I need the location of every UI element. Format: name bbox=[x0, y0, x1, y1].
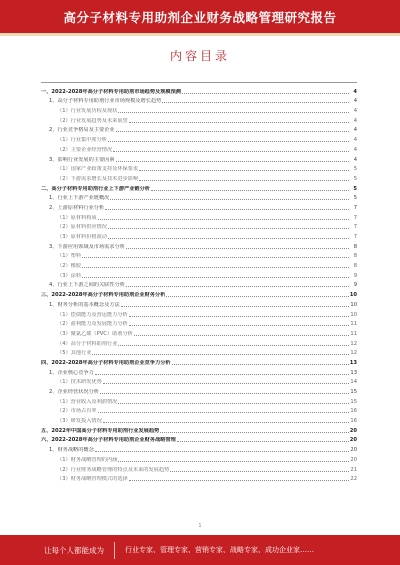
toc-entry-label: 2、行业竞争格局及主要企业 bbox=[49, 127, 115, 134]
toc-leader-dots bbox=[151, 190, 349, 191]
toc-entry-label: （1）财务战略管理的内涵 bbox=[57, 456, 118, 463]
toc-leader-dots bbox=[103, 422, 349, 423]
toc-leader-dots bbox=[118, 403, 349, 404]
toc-heading: 内容目录 bbox=[169, 49, 230, 63]
toc-entry-page: 11 bbox=[350, 330, 357, 337]
toc-entry[interactable] bbox=[41, 96, 357, 106]
toc-leader-dots bbox=[170, 471, 349, 472]
toc-entry-label: 二、高分子材料专用助剂行业上下游产业链分析 bbox=[41, 185, 150, 192]
toc-leader-dots bbox=[113, 151, 349, 152]
toc-leader-dots bbox=[121, 306, 349, 307]
footer-divider bbox=[114, 542, 115, 559]
toc-entry-page: 21 bbox=[350, 466, 357, 473]
toc-entry-page: 5 bbox=[353, 175, 357, 182]
toc-entry-label: 2、企业经营状况分析 bbox=[49, 389, 99, 395]
header-accent-strip bbox=[0, 33, 400, 36]
report-header bbox=[0, 0, 400, 33]
toc-entry-page: 20 bbox=[349, 427, 357, 434]
toc-entry-label: （1）技术研发优势 bbox=[57, 379, 102, 386]
toc-entry-label: 1、高分子材料专用助剂行业市场规模及增长趋势 bbox=[49, 98, 162, 105]
toc-entry[interactable] bbox=[41, 251, 357, 261]
toc-leader-dots bbox=[108, 228, 349, 229]
toc-entry-page: 22 bbox=[350, 476, 357, 483]
toc-entry-label: （2）行业发展趋势及未来展望 bbox=[57, 117, 128, 124]
toc-entry-page: 10 bbox=[350, 311, 357, 318]
toc-entry[interactable] bbox=[41, 289, 357, 299]
toc-entry-label: （2）盈利能力及发展能力分析 bbox=[57, 321, 128, 328]
toc-leader-dots bbox=[92, 354, 349, 355]
toc-entry-label: （4）高分子材料助剂行业 bbox=[57, 340, 118, 347]
toc-entry[interactable] bbox=[41, 173, 357, 183]
toc-entry-label: 3、影响行业发展的主要因素 bbox=[49, 156, 115, 163]
toc-entry-label: 4、行业上下游之间的关联性分析 bbox=[49, 282, 125, 289]
toc-entry-page: 4 bbox=[353, 98, 357, 105]
toc-entry-page: 4 bbox=[353, 156, 357, 163]
toc-entry[interactable] bbox=[41, 386, 357, 396]
toc-entry-page: 13 bbox=[350, 369, 357, 376]
toc-entry[interactable] bbox=[41, 105, 357, 115]
toc-entry-label: 3、下游应用领域及市场需求分析 bbox=[49, 243, 125, 250]
toc-entry-page: 16 bbox=[350, 418, 357, 425]
toc-entry-page: 4 bbox=[353, 146, 357, 153]
toc-leader-dots bbox=[182, 93, 349, 94]
toc-entry-label: （5）其他行业 bbox=[57, 350, 92, 357]
toc-leader-dots bbox=[160, 432, 349, 433]
toc-leader-dots bbox=[100, 393, 349, 394]
toc-entry[interactable] bbox=[41, 338, 357, 348]
toc-entry[interactable] bbox=[41, 144, 357, 154]
toc-entry-page: 4 bbox=[353, 88, 357, 95]
toc-leader-dots bbox=[118, 461, 349, 462]
toc-leader-dots bbox=[129, 480, 349, 481]
table-of-contents bbox=[41, 86, 357, 483]
toc-entry-label: 六、2022-2028年高分子材料专用助剂企业财务战略管理 bbox=[41, 437, 176, 444]
toc-leader-dots bbox=[129, 122, 349, 123]
toc-entry[interactable] bbox=[41, 125, 357, 135]
toc-entry-page: 5 bbox=[353, 195, 357, 202]
toc-leader-dots bbox=[129, 325, 349, 326]
toc-entry-page: 9 bbox=[353, 272, 357, 279]
toc-entry-label: （1）行业集中度分析 bbox=[57, 137, 107, 144]
toc-entry-label: （2）橡胶 bbox=[57, 263, 82, 270]
footer-tagline: 行业专家、管理专家、营销专家、战略专家、成功企业家…… bbox=[125, 546, 314, 554]
toc-entry-label: （2）原材料供应情况 bbox=[57, 224, 107, 231]
toc-entry[interactable] bbox=[41, 444, 357, 454]
toc-entry[interactable] bbox=[41, 435, 357, 445]
toc-entry[interactable] bbox=[41, 270, 357, 280]
footer-slogan: 让每个人都能成为 bbox=[44, 545, 104, 555]
toc-entry[interactable] bbox=[41, 328, 357, 338]
toc-leader-dots bbox=[172, 364, 349, 365]
toc-entry-page: 13 bbox=[349, 359, 357, 366]
toc-entry-page: 10 bbox=[349, 292, 357, 299]
toc-entry-page: 7 bbox=[353, 234, 357, 240]
toc-leader-dots bbox=[108, 141, 349, 142]
toc-entry[interactable] bbox=[41, 406, 357, 416]
toc-leader-dots bbox=[166, 296, 348, 297]
toc-leader-dots bbox=[139, 170, 349, 171]
toc-leader-dots bbox=[82, 277, 349, 278]
toc-entry[interactable] bbox=[41, 319, 357, 329]
toc-entry[interactable] bbox=[41, 202, 357, 212]
toc-entry[interactable] bbox=[41, 415, 357, 425]
toc-entry[interactable] bbox=[41, 348, 357, 358]
toc-entry-page: 20 bbox=[350, 447, 357, 454]
toc-entry-page: 4 bbox=[353, 137, 357, 144]
toc-leader-dots bbox=[103, 383, 349, 384]
toc-entry-label: 1、财务分析的基本概念及方法 bbox=[49, 301, 120, 308]
toc-divider bbox=[41, 82, 357, 83]
toc-leader-dots bbox=[126, 286, 349, 287]
toc-entry-page: 7 bbox=[353, 204, 357, 211]
toc-entry-label: 一、2022-2028年高分子材料专用助剂市场趋势及规模预测 bbox=[41, 88, 181, 95]
toc-leader-dots bbox=[134, 335, 349, 336]
toc-entry-page: 15 bbox=[350, 389, 357, 395]
toc-leader-dots bbox=[129, 316, 349, 317]
toc-entry-label: 1、财务战略的概念 bbox=[49, 447, 94, 454]
toc-leader-dots bbox=[177, 441, 349, 442]
toc-leader-dots bbox=[139, 180, 349, 181]
toc-entry-label: 五、2022年中国高分子材料专用助剂行业发展趋势 bbox=[41, 427, 160, 434]
toc-entry-label: （1）行业发展历程及现状 bbox=[57, 108, 118, 115]
toc-entry-page: 4 bbox=[353, 117, 357, 124]
toc-entry-label: （2）主要企业经营情况 bbox=[57, 146, 113, 153]
toc-entry-page: 20 bbox=[350, 456, 357, 463]
toc-entry-label: 1、行业上下游产业链概况 bbox=[49, 195, 110, 202]
toc-leader-dots bbox=[162, 102, 349, 103]
toc-leader-dots bbox=[116, 131, 349, 132]
toc-entry-page: 7 bbox=[353, 214, 357, 221]
toc-entry-page: 8 bbox=[353, 263, 357, 270]
toc-entry-label: 三、2022-2028年高分子材料专用助剂企业财务分析 bbox=[41, 292, 166, 299]
toc-entry-label: 四、2022-2028年高分子材料专用助剂企业竞争力分析 bbox=[41, 359, 171, 366]
toc-entry-label: （3）财务战略管理模式的选择 bbox=[57, 476, 128, 483]
toc-entry-page: 8 bbox=[353, 253, 357, 260]
toc-leader-dots bbox=[98, 219, 349, 220]
toc-entry[interactable] bbox=[41, 280, 357, 290]
toc-entry-label: 2、上游原材料行业分析 bbox=[49, 204, 105, 211]
toc-entry[interactable] bbox=[41, 115, 357, 125]
report-footer bbox=[0, 535, 400, 565]
toc-entry[interactable] bbox=[41, 86, 357, 96]
toc-entry[interactable] bbox=[41, 260, 357, 270]
toc-entry-page: 14 bbox=[350, 379, 357, 386]
toc-entry[interactable] bbox=[41, 357, 357, 367]
toc-entry[interactable] bbox=[41, 231, 357, 241]
toc-leader-dots bbox=[118, 112, 349, 113]
page-number: 1 bbox=[198, 523, 202, 529]
toc-entry-page: 5 bbox=[353, 185, 357, 192]
toc-entry[interactable] bbox=[41, 164, 357, 174]
report-title: 高分子材料专用助剂企业财务战略管理研究报告 bbox=[63, 9, 337, 25]
toc-entry-label: （2）市场占有率 bbox=[57, 408, 97, 415]
toc-entry[interactable] bbox=[41, 309, 357, 319]
toc-entry-page: 15 bbox=[350, 398, 357, 405]
toc-entry[interactable] bbox=[41, 454, 357, 464]
toc-entry-label: 1、企业核心竞争力 bbox=[49, 369, 94, 376]
toc-entry-page: 16 bbox=[350, 408, 357, 415]
toc-leader-dots bbox=[82, 267, 349, 268]
toc-entry-label: （2）下游需求增长及技术进步影响 bbox=[57, 175, 139, 182]
toc-leader-dots bbox=[98, 412, 349, 413]
toc-entry-label: （1）偿债能力及营运能力分析 bbox=[57, 311, 128, 318]
toc-entry-page: 4 bbox=[353, 108, 357, 115]
toc-entry-page: 5 bbox=[353, 166, 357, 173]
toc-entry[interactable] bbox=[41, 299, 357, 309]
toc-leader-dots bbox=[95, 451, 349, 452]
toc-leader-dots bbox=[126, 248, 349, 249]
toc-entry-label: （1）营业收入及利润情况 bbox=[57, 398, 118, 405]
toc-entry-page: 11 bbox=[350, 321, 357, 328]
toc-entry-page: 7 bbox=[353, 224, 357, 231]
toc-entry[interactable] bbox=[41, 193, 357, 203]
toc-entry[interactable] bbox=[41, 474, 357, 484]
toc-entry[interactable] bbox=[41, 367, 357, 377]
toc-entry-label: （1）国家产业政策支持及环保要求 bbox=[57, 166, 139, 173]
toc-entry-label: （3）聚氯乙烯（PVC）助剂分析 bbox=[57, 330, 133, 337]
toc-entry[interactable] bbox=[41, 212, 357, 222]
toc-entry-page: 9 bbox=[353, 282, 357, 289]
toc-entry[interactable] bbox=[41, 425, 357, 435]
toc-entry-label: （1）塑料 bbox=[57, 253, 82, 260]
toc-entry[interactable] bbox=[41, 183, 357, 193]
toc-entry-page: 20 bbox=[349, 437, 357, 444]
toc-entry-label: （3）原材料价格波动 bbox=[57, 234, 107, 240]
toc-entry[interactable] bbox=[41, 377, 357, 387]
toc-entry-page: 12 bbox=[350, 350, 357, 357]
toc-entry[interactable] bbox=[41, 134, 357, 144]
toc-leader-dots bbox=[116, 161, 349, 162]
toc-entry-label: （1）原材料构成 bbox=[57, 214, 97, 221]
toc-entry-page: 12 bbox=[350, 340, 357, 347]
toc-entry[interactable] bbox=[41, 222, 357, 232]
toc-entry-page: 8 bbox=[353, 243, 357, 250]
toc-leader-dots bbox=[108, 238, 349, 239]
toc-entry-label: （3）涂料 bbox=[57, 272, 82, 279]
toc-entry[interactable] bbox=[41, 241, 357, 251]
toc-leader-dots bbox=[118, 345, 349, 346]
toc-entry[interactable] bbox=[41, 154, 357, 164]
toc-leader-dots bbox=[110, 199, 349, 200]
toc-entry-label: （3）研发投入情况 bbox=[57, 418, 102, 425]
toc-entry[interactable] bbox=[41, 396, 357, 406]
toc-entry[interactable] bbox=[41, 464, 357, 474]
toc-leader-dots bbox=[82, 257, 349, 258]
toc-leader-dots bbox=[95, 374, 349, 375]
toc-entry-page: 4 bbox=[353, 127, 357, 134]
toc-leader-dots bbox=[105, 209, 349, 210]
toc-entry-label: （2）行业财务战略管理的特点及未来的发展趋势 bbox=[57, 466, 170, 473]
toc-entry-page: 10 bbox=[350, 301, 357, 308]
